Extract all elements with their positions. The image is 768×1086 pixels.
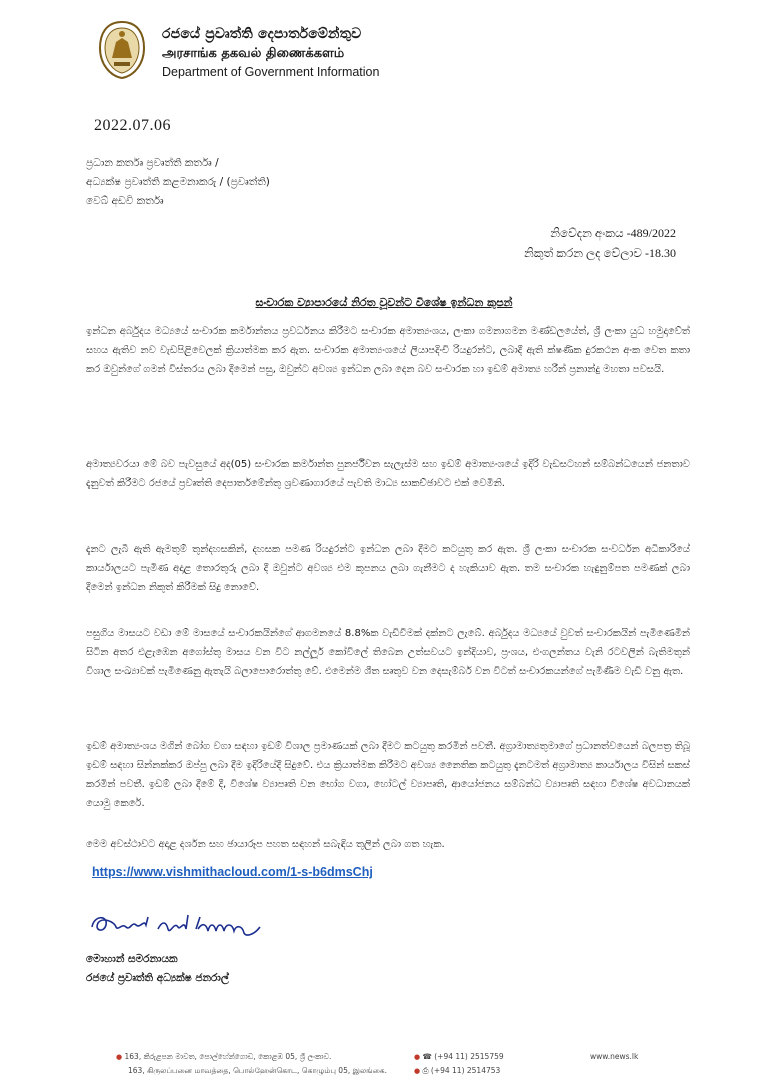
document-date: 2022.07.06 — [94, 117, 171, 134]
phone-icon: ● — [414, 1053, 421, 1061]
org-name-tamil: அரசாங்க தகவல் திணைக்களம் — [162, 46, 345, 61]
recipient-line: ප්‍රධාන කර්තෘ ප්‍රවෘත්ති කර්තෘ / — [86, 157, 219, 169]
recipient-line: වෙබ් අඩවි කර්තෘ — [86, 195, 164, 207]
press-release-title — [0, 296, 768, 310]
footer-website[interactable]: www.news.lk — [590, 1052, 639, 1061]
media-link[interactable]: https://www.vishmithacloud.com/1-s-b6dmsChj — [92, 865, 373, 879]
footer-phone: ● ☎ (+94 11) 2515759 — [414, 1052, 504, 1061]
footer-address-sinhala — [116, 1052, 331, 1062]
footer-address-tamil: 163, கிருலப்பனை மாவத்தை, பொல்ஹேன்கொட, கொழும்பு 05, இலங்கை. — [128, 1066, 387, 1075]
body-paragraph: දැනට ලැබී ඇති ඇමතුම් තුන්දහසකින්, දහසක පමණ රියදුරන්ට ඉන්ධන ලබා දීමට කටයුතු කර ඇත. ශ්‍රී ලංකා සංචාරක සංවර්ධන අධිකාරියේ කාර්යාලයට පැමිණ අදාළ තොරතුරු ලබා දී ඔවුන්ට අවශ්‍ය එම කුපනය ලබා ගැනීමට ද හැකියාව ඇත. තම සංචාරක හැඳුනුම්පත පමණක් ලබා දීමෙන් ඉන්ධන නිකුත් කිරීමක් සිදු නොවේ. — [86, 544, 690, 593]
release-number: නිවේදන අංකය -489/2022 — [550, 226, 676, 240]
release-time: නිකුත් කරන ලද වේලාව -18.30 — [524, 246, 676, 260]
fax-text: (+94 11) 2514753 — [430, 1066, 501, 1075]
signatory-title: රජයේ ප්‍රවෘත්ති අධ්‍යක්ෂ ජනරාල් — [86, 972, 229, 984]
bullet-icon: ● — [116, 1053, 123, 1061]
phone-text: (+94 11) 2515759 — [434, 1052, 504, 1061]
body-paragraph: ඉඩම් අමාත්‍යංශය මගින් බෝග වගා සඳහා ඉඩම් විශාල ප්‍රමාණයක් ලබා දීමට කටයුතු කරමින් පවතී. අග්‍රාමාත්‍යතුමාගේ ප්‍රධානත්වයෙන් බලපත්‍ර තිබූ ඉඩම් සඳහා සින්නක්කර ඔප්පු ලබා දීම ඉදිරියේදී සිදුවේ. එය ක්‍රියාත්මක කිරීමට අවශ්‍ය නෛතික කටයුතු දැනටමත් අග්‍රාමාත්‍ය කාර්යාලය විසින් සකස් කරමින් පවතී. ඉඩම් ලබා දීමේ දී, විශේෂ ව්‍යාපෘති වන භෝග වගා, හෝටල් ව්‍යාපෘති, ආයෝජනය සම්බන්ධ ව්‍යාපෘති සඳහා විශේෂ අවධානයක් යොමු කෙරේ. — [86, 741, 690, 809]
fax-icon: ● — [414, 1067, 421, 1075]
handwritten-signature — [84, 909, 280, 943]
signatory-name: මොහාන් සමරනායක — [86, 953, 178, 965]
org-name-sinhala: රජයේ ප්‍රවෘත්ති දෙපාර්තමේන්තුව — [162, 26, 362, 42]
recipient-line: අධ්‍යක්ෂ ප්‍රවෘත්ති කළමනාකරු / (ප්‍රවෘත්ති) — [86, 176, 270, 188]
body-paragraph: පසුගිය මාසයට වඩා මේ මාසයේ සංචාරකයින්ගේ ආගමනයේ 8.8%ක වැඩිවීමක් දක්නට ලැබේ. අර්බුදය මධ්‍යයේ වුවත් සංචාරකයින් පැමිණෙමින් සිටින අතර එළැඹෙන අගෝස්තු මාසය වන විට නල්ලූර් කෝවිලේ තිබෙන උත්සවයට ඉන්දියාව, ප්‍රංශය, එංගලන්තය වැනි රටවලින් බැතිමතුන් විශාල සංඛ්‍යාවක් පැමිණෙනු ඇතැයි බලාපොරොත්තු වේ. එමෙන්ම ශීත සෘතුව වන දෙසැම්බර් වන විටත් සංචාරකයන්ගේ පැමිණීම වැඩි වනු ඇත. — [86, 628, 690, 677]
title-text: සංචාරක ව්‍යාපාරයේ නිරත වූවන්ට විශේෂ ඉන්ධන කුපන් — [255, 296, 513, 309]
org-name-english: Department of Government Information — [162, 65, 380, 79]
body-paragraph: ඉන්ධන අර්බුදය මධ්‍යයේ සංචාරක කර්මාන්තය ප්‍රවර්ධනය කිරීමට සංචාරක අමාත්‍යංශය, ලංකා ගමනාගමන මණ්ඩලයේත්, ශ්‍රී ලංකා යුධ හමුදාවේත් සහය ඇතිව නව වැඩපිළිවෙලක් ක්‍රියාත්මක කර ඇත. සංචාරක අමාත්‍යංශයේ ලියාපදිංචි රියදුරන්ට, ලබාදී ඇති ක්ෂණික දුරකථන අංක වෙත කතා කර ඔවුන්ගේ ගමන් විස්තරය ලබා දීමෙන් පසු, ඔවුන්ට අවශ්‍ය ඉන්ධන ලබා දෙන බව සංචාරක හා ඉඩම් අමාත්‍ය හරීන් ප්‍රනාන්දු මහතා පවසයි. — [86, 326, 690, 375]
emblem-logo — [96, 20, 148, 80]
body-paragraph: අමාත්‍යවරයා මේ බව පැවසුයේ අද(05) සංචාරක කර්මාන්ත පුනර්ජීවන සැලැස්ම සහ ඉඩම් අමාත්‍යංශයේ ඉදිරි වැඩසටහන් සම්බන්ධයෙන් ජනතාව දැනුවත් කිරීමට රජයේ ප්‍රවෘත්ති දෙපාර්තමේන්තු ශ්‍රවණාගාරයේ පැවති මාධ්‍ය සාකච්ඡාවට එක් වෙමිනි. — [86, 459, 690, 489]
address-text: 163, කිරුළපන මාවත, පොල්හේන්ගොඩ, කොළඹ 05, ශ්‍රී ලංකාව. — [124, 1052, 332, 1061]
footer-fax: ● ⎙ (+94 11) 2514753 — [414, 1066, 501, 1075]
body-paragraph: මෙම අවස්ථාවට අදාළ දර්ශන සහ ඡායාරූප පහත සඳහන් සබැඳිය තුලින් ලබා ගත හැක. — [86, 839, 445, 850]
